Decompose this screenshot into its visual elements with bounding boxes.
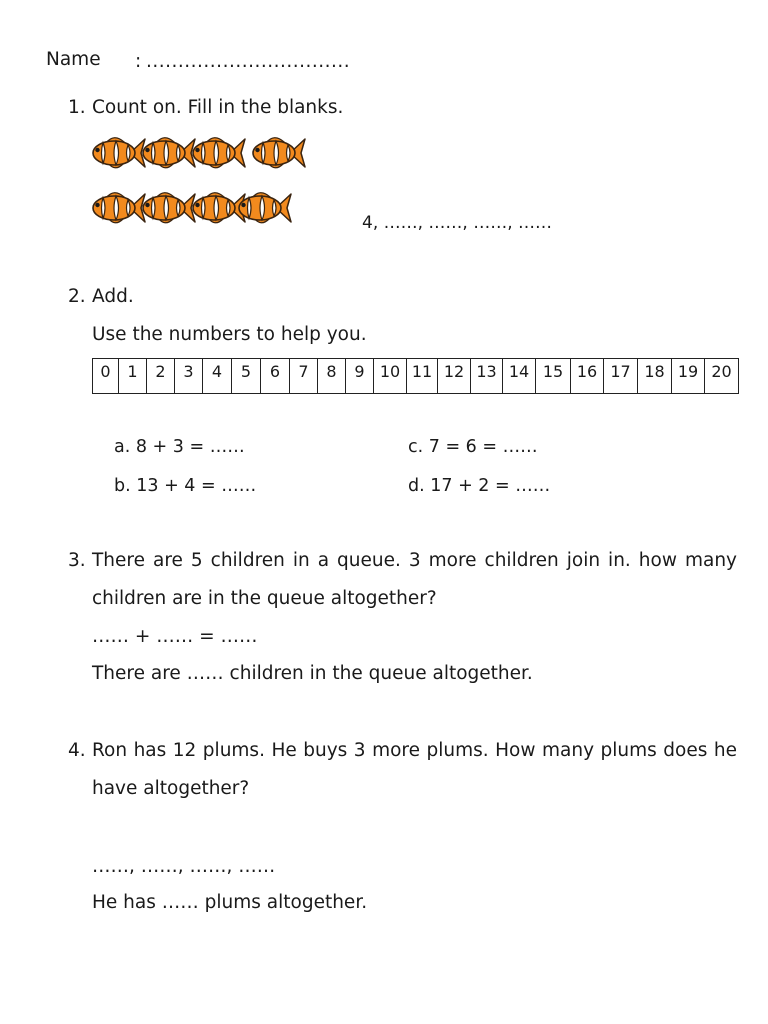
- clownfish-icon: [90, 189, 146, 227]
- q3-equation[interactable]: …… + …… = ……: [92, 626, 258, 647]
- number-cell: 0: [93, 359, 119, 394]
- problem-b: b. 13 + 4 = ……: [114, 476, 257, 496]
- q4-blanks[interactable]: ……, ……, ……, ……: [92, 856, 276, 877]
- name-separator: :: [135, 51, 142, 72]
- number-cell: 3: [175, 359, 203, 394]
- q4-answer: He has …… plums altogether.: [92, 892, 368, 913]
- q1-answer-line[interactable]: 4, ……, ……, ……, ……: [362, 213, 553, 233]
- problem-d: d. 17 + 2 = ……: [408, 476, 551, 496]
- clownfish-icon: [140, 134, 196, 172]
- clownfish-icon: [90, 134, 146, 172]
- clownfish-icon: [140, 189, 196, 227]
- number-cell: 20: [705, 359, 739, 394]
- number-cell: 16: [571, 359, 604, 394]
- number-cell: 1: [119, 359, 147, 394]
- number-cell: 15: [536, 359, 571, 394]
- number-cell: 19: [672, 359, 705, 394]
- clownfish-icon: [236, 189, 292, 227]
- q4-question: Ron has 12 plums. He buys 3 more plums. How many plums does he have altogether?: [92, 740, 737, 799]
- name-blank[interactable]: ................................: [146, 51, 351, 72]
- q1-number: 1.: [68, 97, 86, 118]
- q3-answer: There are …… children in the queue altogether.: [92, 663, 533, 684]
- number-cell: 8: [318, 359, 346, 394]
- number-line: [92, 358, 739, 394]
- problem-c: c. 7 = 6 = ……: [408, 437, 538, 457]
- number-cell: 2: [147, 359, 175, 394]
- number-cell: 9: [346, 359, 374, 394]
- problem-a: a. 8 + 3 = ……: [114, 437, 245, 457]
- clownfish-icon: [250, 134, 306, 172]
- number-cell: 18: [638, 359, 672, 394]
- q3-number: 3.: [68, 550, 86, 571]
- q4-number: 4.: [68, 740, 86, 761]
- number-cell: 4: [203, 359, 232, 394]
- number-cell: 10: [374, 359, 407, 394]
- q2-title: Add.: [92, 286, 134, 307]
- number-cell: 7: [290, 359, 318, 394]
- q2-instruction: Use the numbers to help you.: [92, 324, 367, 345]
- number-cell: 13: [471, 359, 503, 394]
- number-cell: 14: [503, 359, 536, 394]
- number-cell: 6: [261, 359, 290, 394]
- q3-question: There are 5 children in a queue. 3 more children join in. how many children are in the queue altogether?: [92, 550, 737, 609]
- number-cell: 11: [407, 359, 438, 394]
- number-cell: 17: [604, 359, 638, 394]
- q2-number: 2.: [68, 286, 86, 307]
- number-cell: 12: [438, 359, 471, 394]
- q1-instruction: Count on. Fill in the blanks.: [92, 97, 344, 118]
- name-label: Name: [46, 49, 101, 70]
- clownfish-icon: [190, 134, 246, 172]
- number-cell: 5: [232, 359, 261, 394]
